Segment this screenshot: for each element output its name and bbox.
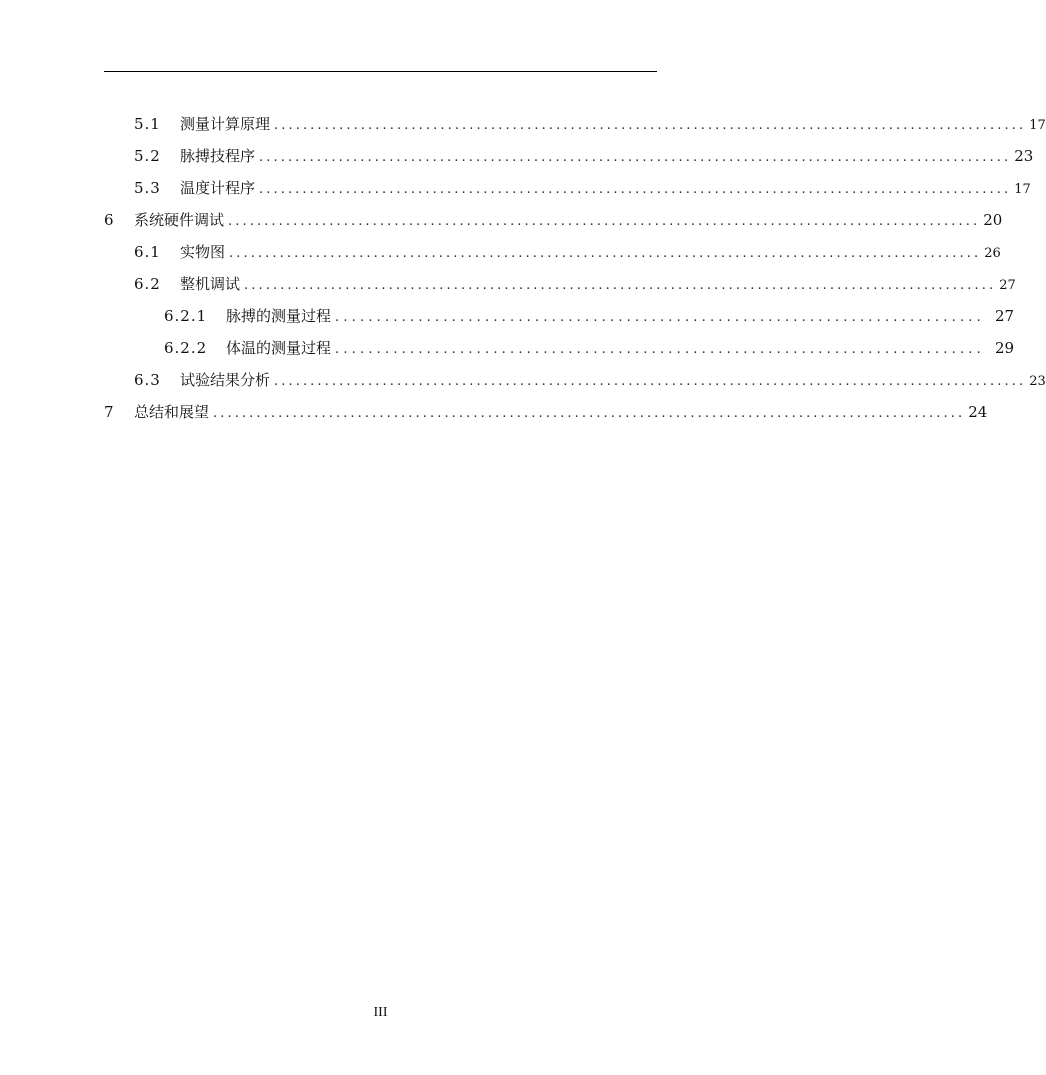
toc-entry-5-1[interactable] xyxy=(134,113,1046,135)
toc-entry-title: 总结和展望 xyxy=(134,403,210,421)
toc-entry-number: 6.2.1 xyxy=(164,307,208,325)
toc-entry-page: 29 xyxy=(994,339,1015,357)
toc-entry-number: 5.3 xyxy=(134,179,161,197)
toc-dot-leader: .............................................................................. xyxy=(335,310,985,325)
toc-entry-5-3[interactable] xyxy=(134,177,1031,199)
toc-dot-leader: ........................................................................................................ xyxy=(259,150,1012,165)
toc-dot-leader: ........................................................................................................ xyxy=(274,374,1027,389)
toc-entry-page: 17 xyxy=(1014,182,1031,197)
toc-entry-6[interactable] xyxy=(104,209,1003,231)
toc-entry-title: 系统硬件调试 xyxy=(134,211,225,229)
toc-entry-title: 脉搏的测量过程 xyxy=(226,307,332,325)
toc-entry-6-2-1[interactable] xyxy=(164,305,1015,327)
page-number: III xyxy=(373,1005,388,1020)
toc-entry-number: 7 xyxy=(104,403,115,421)
toc-entry-6-2[interactable] xyxy=(134,273,1016,295)
toc-entry-title: 体温的测量过程 xyxy=(226,339,332,357)
toc-entry-title: 温度计程序 xyxy=(180,179,256,197)
toc-entry-title: 实物图 xyxy=(180,243,226,261)
toc-dot-leader: .............................................................................. xyxy=(335,342,985,357)
toc-dot-leader: ........................................................................................................ xyxy=(274,118,1027,133)
toc-entry-page: 23 xyxy=(1014,147,1034,165)
toc-entry-number: 6.2.2 xyxy=(164,339,208,357)
toc-entry-number: 5.1 xyxy=(134,115,161,133)
toc-dot-leader: ........................................................................................................ xyxy=(259,182,1012,197)
toc-entry-title: 测量计算原理 xyxy=(180,115,271,133)
toc-entry-number: 6 xyxy=(104,211,115,229)
toc-dot-leader: ........................................................................................................ xyxy=(244,278,997,293)
toc-entry-6-1[interactable] xyxy=(134,241,1001,263)
toc-entry-page: 23 xyxy=(1029,374,1046,389)
toc-entry-page: 17 xyxy=(1029,118,1046,133)
toc-entry-page: 24 xyxy=(968,403,988,421)
toc-dot-leader: ........................................................................................................ xyxy=(213,406,966,421)
toc-entry-page: 20 xyxy=(983,211,1003,229)
toc-entry-number: 6.3 xyxy=(134,371,161,389)
toc-entry-6-3[interactable] xyxy=(134,369,1046,391)
toc-entry-page: 26 xyxy=(984,246,1001,261)
toc-dot-leader: ........................................................................................................ xyxy=(229,246,982,261)
toc-entry-number: 5.2 xyxy=(134,147,161,165)
toc-entry-page: 27 xyxy=(999,278,1016,293)
toc-entry-number: 6.2 xyxy=(134,275,161,293)
toc-entry-title: 整机调试 xyxy=(180,275,241,293)
toc-entry-5-2[interactable] xyxy=(134,145,1034,167)
toc-entry-number: 6.1 xyxy=(134,243,161,261)
toc-entry-6-2-2[interactable] xyxy=(164,337,1015,359)
toc-dot-leader: ........................................................................................................ xyxy=(228,214,981,229)
toc-entry-7[interactable] xyxy=(104,401,988,423)
toc-entry-title: 脉搏技程序 xyxy=(180,147,256,165)
toc-entry-page: 27 xyxy=(994,307,1015,325)
toc-entry-title: 试验结果分析 xyxy=(180,371,271,389)
